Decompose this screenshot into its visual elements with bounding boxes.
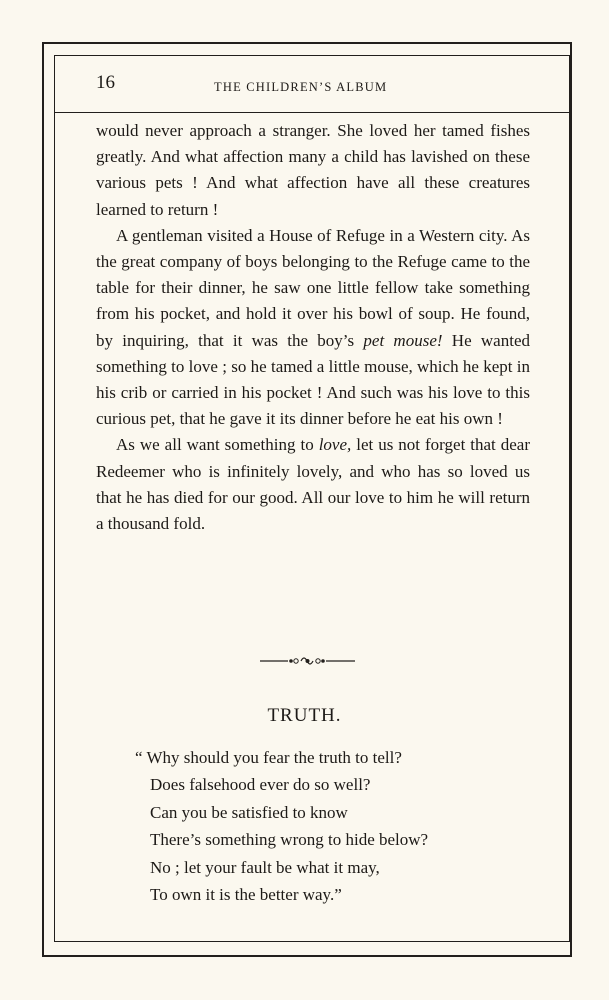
header-rule	[54, 112, 570, 113]
paragraph-text: A gentleman visited a House of Refuge in a Western city. As the great company of boys belonging to the Refuge came to the table for their dinner, he saw one little fellow take something from his pocket, and hold it over his bowl of soup. He found, by inquiring, that it was the boy’s	[96, 225, 530, 350]
paragraph-text: let us not forget that dear Redeemer who is infinitely lovely, and who has so loved us that he has died for our good. All our love to him he will return a thousand fold.	[96, 435, 530, 534]
paragraph	[96, 223, 530, 433]
poem-line: “ Why should you fear the truth to tell?	[135, 748, 402, 767]
paragraph-text: would never approach a stranger. She loved her tamed fishes greatly. And what affection many a child has lavished on these various pets ! And what affection have all these creatures learned to return !	[96, 121, 530, 219]
poem-line: Does falsehood ever do so well?	[150, 775, 371, 795]
paragraph	[96, 432, 530, 537]
poem	[135, 744, 535, 908]
page-number: 16	[96, 72, 115, 93]
paragraph-text: As we all want something to	[116, 435, 319, 455]
emphasis-text: love,	[318, 435, 352, 455]
body-text	[96, 118, 530, 537]
paragraph-text: He wanted something to love ; so he tamed a little mouse, which he kept in his crib or carried in his pocket ! And such was his love to this curious pet, that he gave it its dinner before he eat his own !	[96, 330, 530, 429]
section-divider-ornament	[260, 652, 355, 670]
poem-line: To own it is the better way.”	[150, 885, 342, 905]
poem-line: No ; let your fault be what it may,	[150, 857, 380, 877]
poem-title: TRUTH.	[267, 705, 342, 726]
emphasis-text: pet mouse!	[363, 330, 443, 350]
poem-line: There’s something wrong to hide below?	[150, 830, 429, 850]
running-title: THE CHILDREN’S ALBUM	[214, 80, 388, 94]
paragraph	[96, 118, 530, 223]
poem-line: Can you be satisfied to know	[150, 802, 348, 822]
